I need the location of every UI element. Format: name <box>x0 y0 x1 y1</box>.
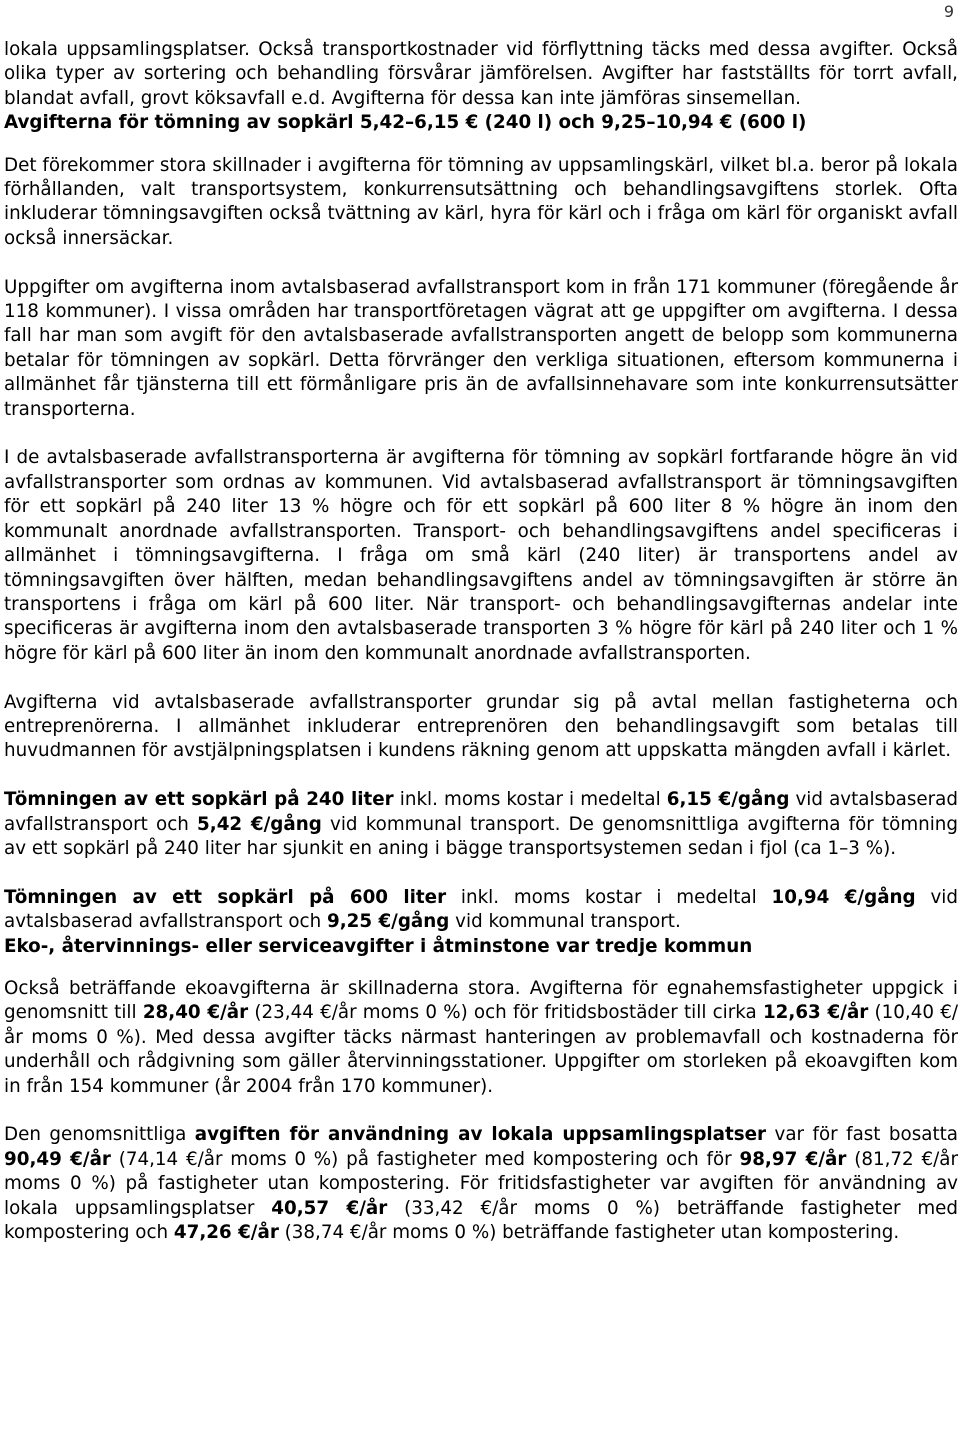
bold-value: 12,63 €/år <box>762 1002 869 1024</box>
text-run: vid kommunal transport. De genomsnittliga avgifterna för tömning av ett sopkärl på 240 liter har sjunkit en aning i bägge transportsystemen sedan i fjol (ca 1–3 %). <box>4 813 958 859</box>
bold-value: 10,94 €/gång <box>771 886 916 908</box>
document-body <box>4 38 958 1245</box>
paragraph-contract-transport: I de avtalsbaserade avfallstransporterna är avgifterna för tömning av sopkärl fortfarande högre än vid avfallstransporter som ordnas av kommunen. Vid avtalsbaserad avfallstransport är tömningsavgiften för ett sopkärl på 240 liter 13 % högre och för ett sopkärl på 600 liter 8 % högre än inom den kommunalt anordnade avfallstransporten. Transport- och behandlingsavgiftens andel specificeras i allmänhet i tömningsavgifterna. I fråga om små kärl (240 liter) är transportens andel av tömningsavgiften över hälften, medan behandlingsavgiftens andel av tömningsavgiften är större än transportens i fråga om kärl på 600 liter. När transport- och behandlingsavgifternas andelar inte specificeras är avgifterna inom den avtalsbaserade transporten 3 % högre för kärl på 240 liter och 1 % högre för kärl på 600 liter än inom den kommunalt anordnade avfallstransporten. <box>4 447 958 664</box>
text-run: (33,42 €/år moms 0 %) beträffande fastigheter med kompostering och <box>4 1197 958 1243</box>
paragraph-600-liter <box>4 886 958 935</box>
bold-value: 5,42 €/gång <box>197 813 322 835</box>
bold-value: 6,15 €/gång <box>666 789 790 811</box>
paragraph-240-liter <box>4 788 958 861</box>
bold-value: 90,49 €/år <box>4 1148 111 1170</box>
text-run: (74,14 €/år moms 0 %) på fastigheter med kompostering och för <box>110 1148 740 1170</box>
paragraph-intro: lokala uppsamlingsplatser. Också transportkostnader vid förflyttning täcks med dessa avgifter. Också olika typer av sortering och behandling försvårar jämförelsen. Avgifter har fastställts för torrt avfall, blandat avfall, grovt köksavfall e.d. Avgifterna för dessa kan inte jämföras sinsemellan. <box>4 39 958 109</box>
text-run: Den genomsnittliga <box>4 1124 195 1146</box>
text-run: vid kommunal transport. <box>449 911 681 933</box>
paragraph-differences: Det förekommer stora skillnader i avgifterna för tömning av uppsamlingskärl, vilket bl.a. beror på lokala förhållanden, valt transportsystem, konkurrensutsättning och behandlingsavgiftens storlek. Ofta inkluderar tömningsavgiften också tvättning av kärl, hyra för kärl och i fråga om kärl för organiskt avfall också innersäckar. <box>4 154 958 249</box>
text-run: inkl. moms kostar i medeltal <box>446 886 772 908</box>
bold-text: Tömningen av ett sopkärl på 240 liter <box>4 789 394 811</box>
paragraph-collection-points <box>4 1123 958 1245</box>
bold-value: 40,57 €/år <box>271 1197 388 1219</box>
bold-value: 98,97 €/år <box>739 1148 847 1170</box>
bold-text: Tömningen av ett sopkärl på 600 liter <box>4 886 447 908</box>
text-run: var för fast bosatta <box>766 1124 958 1146</box>
text-run: vid avtalsbaserad avfallstransport och <box>4 886 958 933</box>
bold-value: 9,25 €/gång <box>326 911 450 933</box>
text-run: (38,74 €/år moms 0 %) beträffande fastigheter utan kompostering. <box>278 1222 900 1243</box>
text-run: (10,40 €/år moms 0 %). Med dessa avgifter täcks närmast hanteringen av problemavfall och kostnaderna för underhåll och rådgivning som gäller återvinningsstationer. Uppgifter om storleken på ekoavgiften kom in från 154 kommuner (år 2004 från 170 kommuner). <box>4 1002 959 1097</box>
section-heading-eco-fees: Eko-, återvinnings- eller serviceavgifter i åtminstone var tredje kommun <box>4 935 753 957</box>
paragraph-contract-basis: Avgifterna vid avtalsbaserade avfallstransporter grundar sig på avtal mellan fastigheterna och entreprenörerna. I allmänhet inkluderar entreprenören den behandlingsavgift som betalas till huvudmannen för avstjälpningsplatsen i kundens räkning genom att uppskatta mängden avfall i kärlet. <box>4 691 958 762</box>
section-heading-emptying-fees: Avgifterna för tömning av sopkärl 5,42–6,15 € (240 l) och 9,25–10,94 € (600 l) <box>4 112 807 134</box>
bold-value: 47,26 €/år <box>173 1222 279 1243</box>
text-run: vid avtalsbaserad avfallstransport och <box>4 789 958 835</box>
text-run: inkl. moms kostar i medeltal <box>393 789 667 811</box>
paragraph-data-sources: Uppgifter om avgifterna inom avtalsbaserad avfallstransport kom in från 171 kommuner (föregående år 118 kommuner). I vissa områden har transportföretagen vägrat att ge uppgifter om avgifterna. I dessa fall har man som avgift för den avtalsbaserade avfallstransporten angett de belopp som kommunerna betalar för tömningen av sopkärl. Detta förvränger den verkliga situationen, eftersom kommunerna i allmänhet får tjänsterna till ett förmånligare pris än de avfallsinnehavare som inte konkurrensutsätter transporterna. <box>4 276 958 420</box>
text-run: (23,44 €/år moms 0 %) och för fritidsbostäder till cirka <box>248 1002 763 1024</box>
text-run: Också beträffande ekoavgifterna är skillnaderna stora. Avgifterna för egnahemsfastigheter uppgick i genomsnitt till <box>4 977 958 1024</box>
bold-value: 28,40 €/år <box>142 1002 249 1024</box>
text-run: (81,72 €/år moms 0 %) på fastigheter utan kompostering. För fritidsfastigheter var avgiften för användning av lokala uppsamlingsplatser <box>4 1148 958 1219</box>
bold-text: avgiften för användning av lokala uppsamlingsplatser <box>194 1124 767 1146</box>
paragraph-eco-fees <box>4 977 958 1099</box>
page-number: 9 <box>943 2 954 21</box>
